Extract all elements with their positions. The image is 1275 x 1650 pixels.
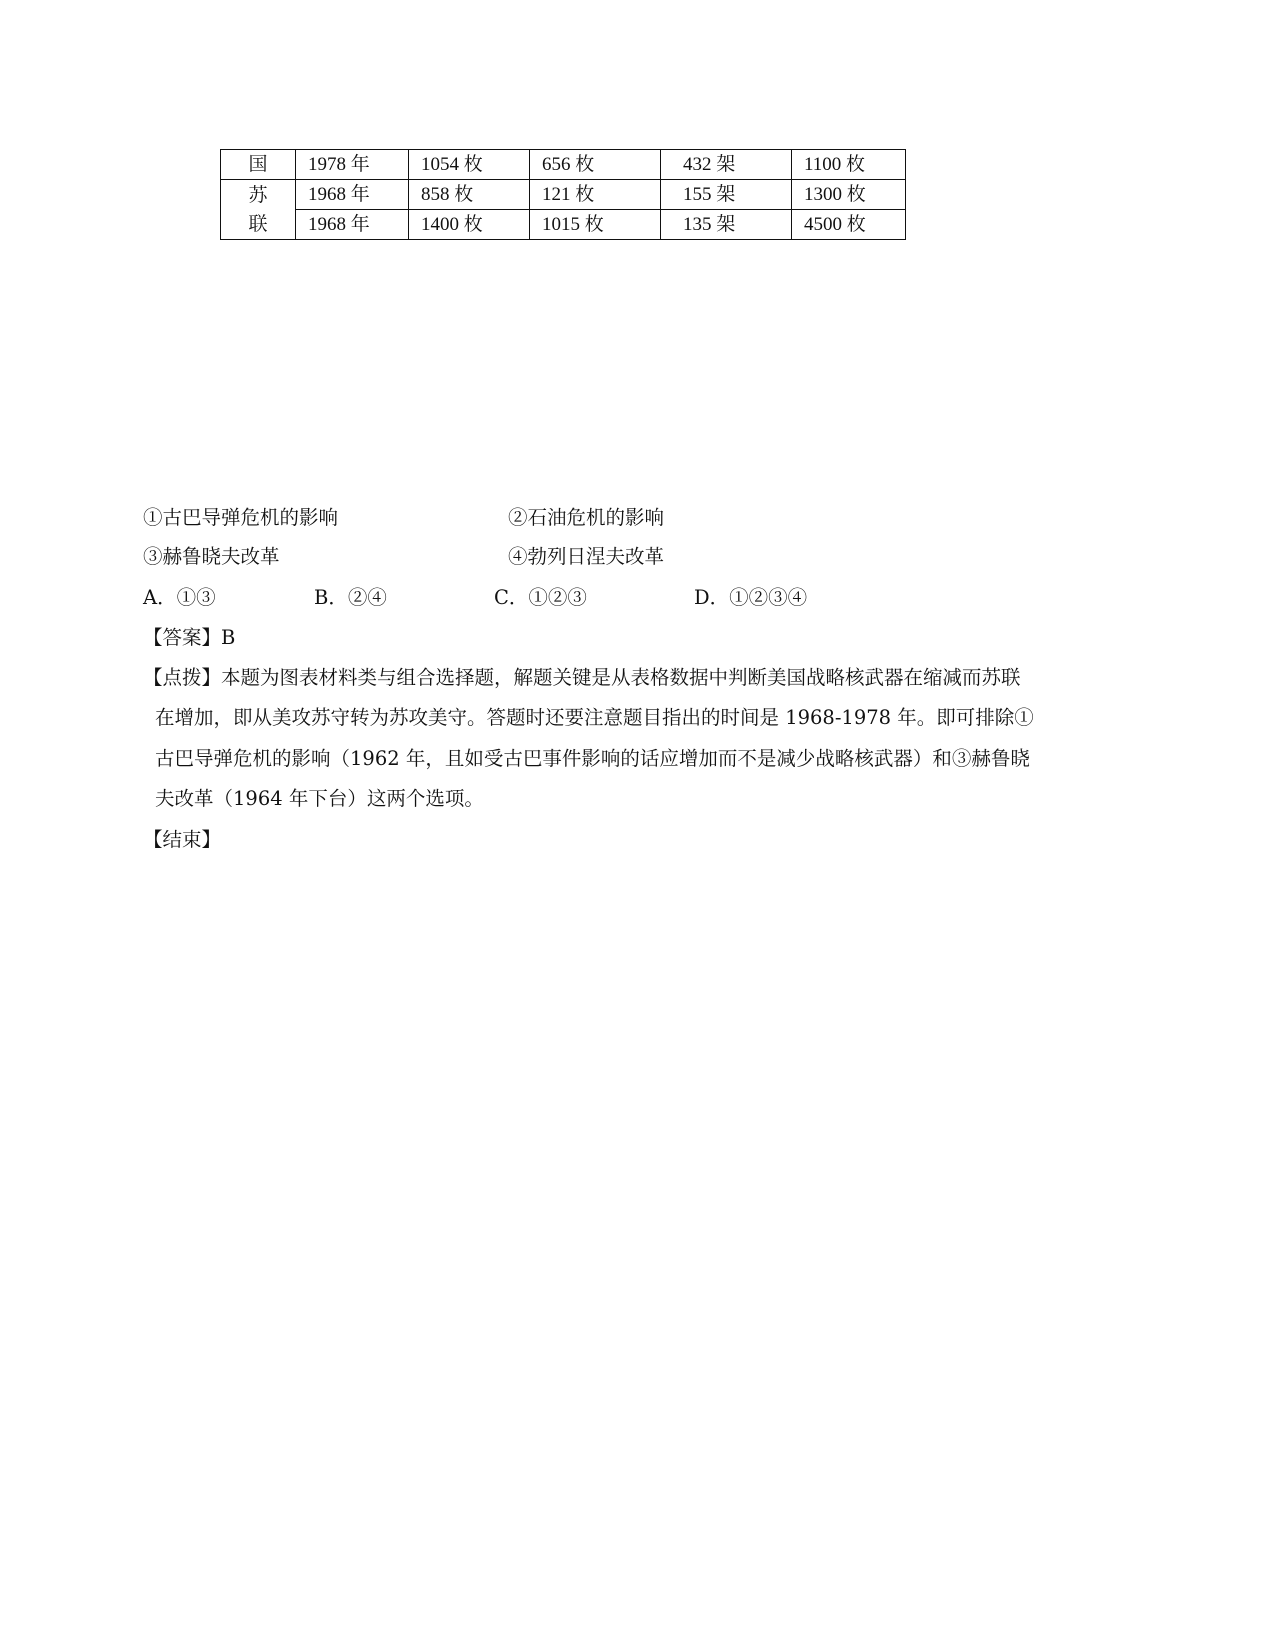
table-cell: 858 枚 <box>409 180 530 210</box>
option-a: A．①③ <box>143 586 216 609</box>
hint-line-2: 在增加，即从美攻苏守转为苏攻美守。答题时还要注意题目指出的时间是 1968-1978 年。即可排除① <box>155 706 1034 729</box>
statement-4: ④勃列日涅夫改革 <box>508 545 665 568</box>
table-row <box>221 150 906 180</box>
table-row <box>221 180 906 210</box>
country-char: 苏 <box>248 184 268 206</box>
answer-label: 【答案】 <box>143 626 222 649</box>
statement-1: ①古巴导弹危机的影响 <box>143 506 339 529</box>
table-cell-year: 1968 年 <box>296 210 409 240</box>
table-cell-country-group <box>221 180 296 240</box>
table-cell: 432 架 <box>661 150 792 180</box>
country-char: 联 <box>248 213 268 235</box>
statement-2: ②石油危机的影响 <box>508 506 665 529</box>
table-cell: 656 枚 <box>530 150 661 180</box>
table-cell-country: 国 <box>221 150 296 180</box>
option-b: B．②④ <box>314 586 387 609</box>
end-marker: 【结束】 <box>143 828 222 851</box>
weapons-table <box>220 149 906 240</box>
hint-label: 【点拨】 <box>143 666 222 689</box>
hint-line-4: 夫改革（1964 年下台）这两个选项。 <box>155 787 484 810</box>
table-cell: 1015 枚 <box>530 210 661 240</box>
table-cell: 155 架 <box>661 180 792 210</box>
table-cell: 1300 枚 <box>792 180 906 210</box>
option-d: D．①②③④ <box>694 586 808 609</box>
table-cell-year: 1968 年 <box>296 180 409 210</box>
table-cell: 4500 枚 <box>792 210 906 240</box>
hint-line-3: 古巴导弹危机的影响（1962 年，且如受古巴事件影响的话应增加而不是减少战略核武器）和③赫鲁晓 <box>155 747 1030 770</box>
table-cell: 1400 枚 <box>409 210 530 240</box>
statement-3: ③赫鲁晓夫改革 <box>143 545 280 568</box>
table-cell: 1054 枚 <box>409 150 530 180</box>
table-row <box>221 210 906 240</box>
hint-line-1 <box>143 668 1021 688</box>
table-cell: 135 架 <box>661 210 792 240</box>
table-cell: 1100 枚 <box>792 150 906 180</box>
hint-text: 本题为图表材料类与组合选择题，解题关键是从表格数据中判断美国战略核武器在缩减而苏联 <box>221 666 1021 689</box>
table-cell-year: 1978 年 <box>296 150 409 180</box>
table-cell: 121 枚 <box>530 180 661 210</box>
answer-line <box>143 628 235 648</box>
option-c: C．①②③ <box>494 586 587 609</box>
answer-value: B <box>221 626 236 649</box>
